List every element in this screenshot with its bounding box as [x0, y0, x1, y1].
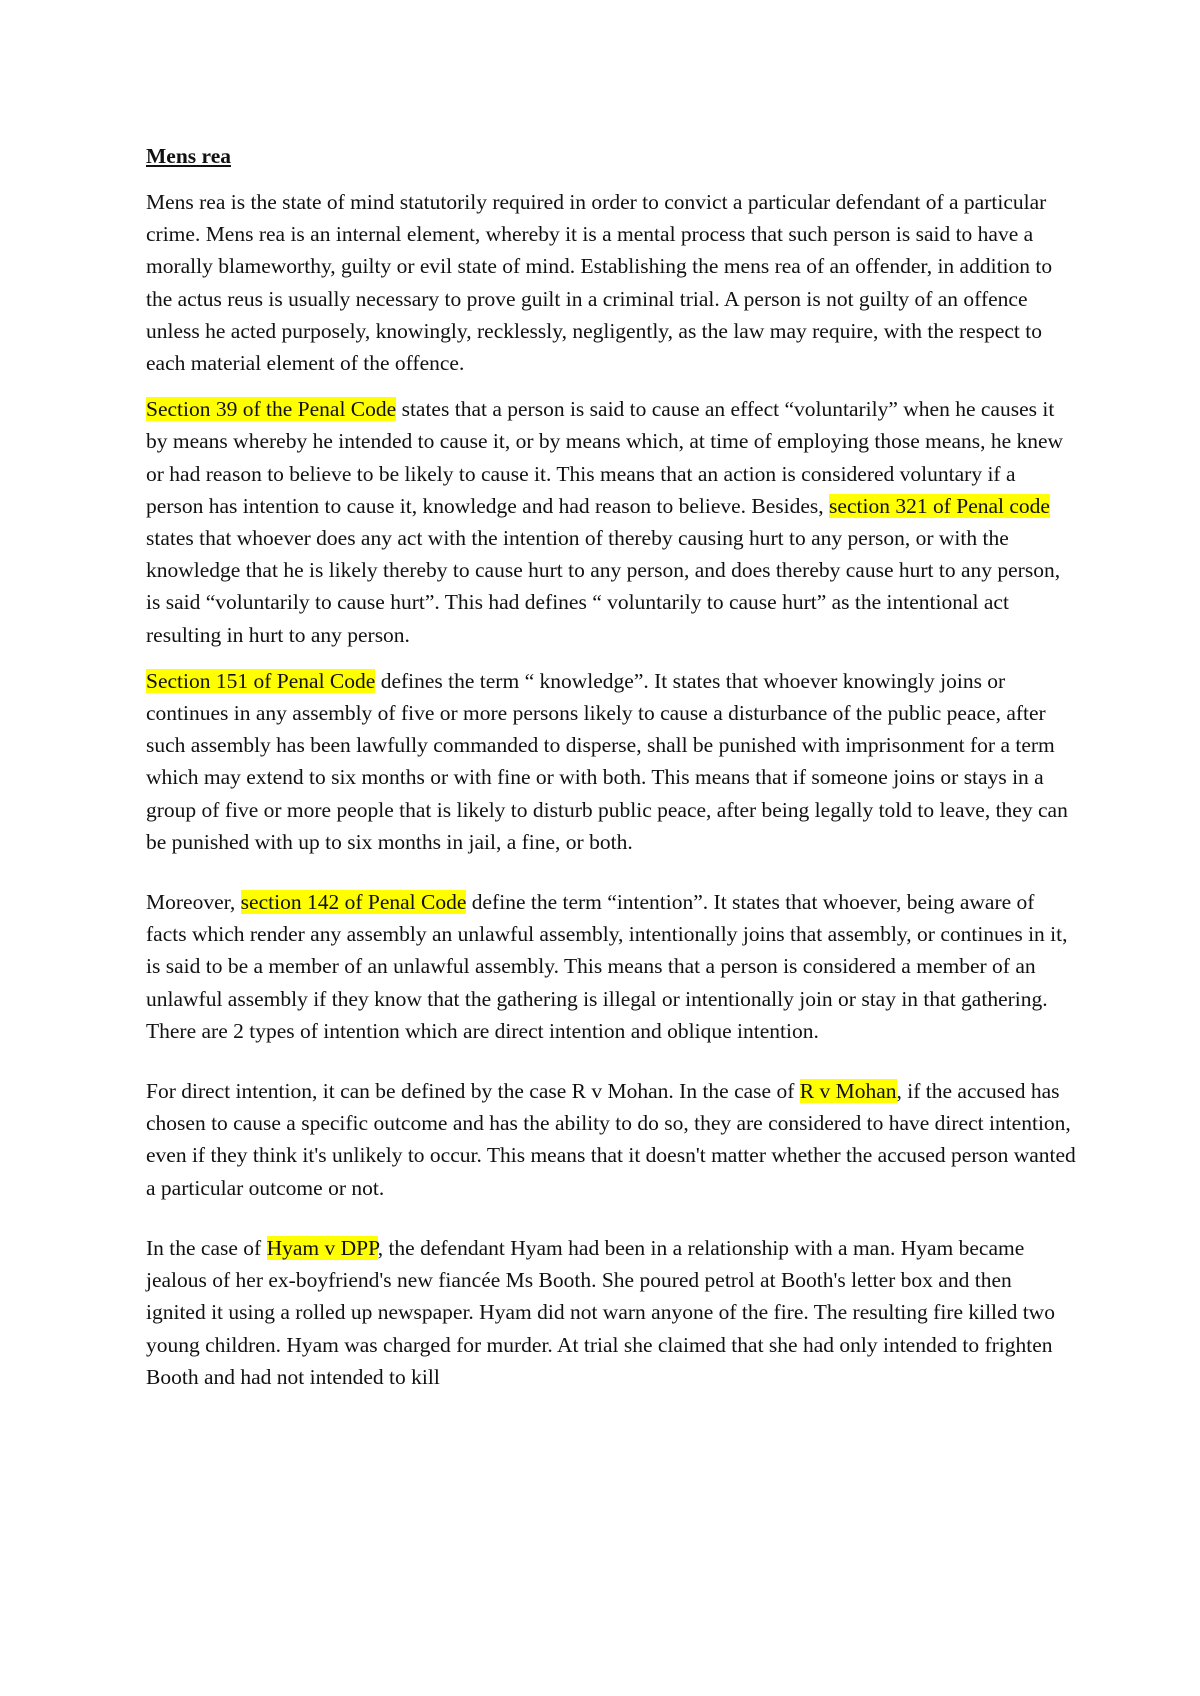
paragraph-section-151: [146, 665, 1076, 858]
document-heading: Mens rea: [146, 144, 231, 168]
paragraph-hyam-v-dpp: [146, 1232, 1076, 1393]
paragraph-text: For direct intention, it can be defined by the case R v Mohan. In the case of: [146, 1079, 800, 1104]
highlighted-citation: section 321 of Penal code: [829, 493, 1050, 518]
highlighted-citation: Section 39 of the Penal Code: [146, 397, 397, 422]
paragraph-text: states that a person is said to cause an effect “voluntarily” when he causes it by means whereby he intended to cause it, or by means which, at time of employing those means, he knew or had reason to believe to be likely to cause it. This means that an action is considered voluntary if a person has intention to cause it, knowledge and had reason to believe. Besides,: [146, 397, 1064, 518]
highlighted-citation: Hyam v DPP: [266, 1235, 378, 1260]
paragraph-section-39: [146, 393, 1076, 651]
paragraph-mens-rea-definition: [146, 186, 1076, 379]
paragraph-text: Mens rea is the state of mind statutorily required in order to convict a particular defendant of a particular crime. Mens rea is an internal element, whereby it is a mental process that such person is said to have a morally blameworthy, guilty or evil state of mind. Establishing the mens rea of an offender, in addition to the actus reus is usually necessary to prove guilt in a criminal trial. A person is not guilty of an offence unless he acted purposely, knowingly, recklessly, negligently, as the law may require, with the respect to each material element of the offence.: [146, 190, 1053, 376]
paragraph-text: defines the term “ knowledge”. It states that whoever knowingly joins or continues in any assembly of five or more persons likely to cause a disturbance of the public peace, after such assembly has been lawfully commanded to disperse, shall be punished with imprisonment for a term which may extend to six months or with fine or with both. This means that if someone joins or stays in a group of five or more people that is likely to disturb public peace, after being legally told to leave, they can be punished with up to six months in jail, a fine, or both.: [146, 668, 1068, 854]
paragraph-section-142: [146, 886, 1076, 1047]
highlighted-citation: Section 151 of Penal Code: [146, 668, 376, 693]
paragraph-text: Moreover,: [146, 890, 241, 915]
paragraph-text: , if the accused has chosen to cause a specific outcome and has the ability to do so, they are considered to have direct intention, even if they think it's unlikely to occur. This means that it doesn't matter whether the accused person wanted a particular outcome or not.: [146, 1079, 1076, 1200]
paragraph-text: , the defendant Hyam had been in a relationship with a man. Hyam became jealous of her ex-boyfriend's new fiancée Ms Booth. She poured petrol at Booth's letter box and then ignited it using a rolled up newspaper. Hyam did not warn anyone of the fire. The resulting fire killed two young children. Hyam was charged for murder. At trial she claimed that she had only intended to frighten Booth and had not intended to kill: [146, 1235, 1055, 1389]
highlighted-citation: section 142 of Penal Code: [240, 890, 467, 915]
paragraph-text: In the case of: [146, 1235, 267, 1260]
paragraph-text: states that whoever does any act with the intention of thereby causing hurt to any person, or with the knowledge that he is likely thereby to cause hurt to any person, and does thereby cause hurt to any person, is said “voluntarily to cause hurt”. This had defines “ voluntarily to cause hurt” as the intentional act resulting in hurt to any person.: [146, 526, 1061, 647]
document-body: [146, 140, 1076, 1393]
paragraph-text: define the term “intention”. It states that whoever, being aware of facts which render any assembly an unlawful assembly, intentionally joins that assembly, or continues in it, is said to be a member of an unlawful assembly. This means that a person is considered a member of an unlawful assembly if they know that the gathering is illegal or intentionally join or stay in that gathering. There are 2 types of intention which are direct intention and oblique intention.: [146, 890, 1068, 1043]
paragraph-direct-intention: [146, 1075, 1076, 1204]
highlighted-citation: R v Mohan: [799, 1079, 897, 1104]
